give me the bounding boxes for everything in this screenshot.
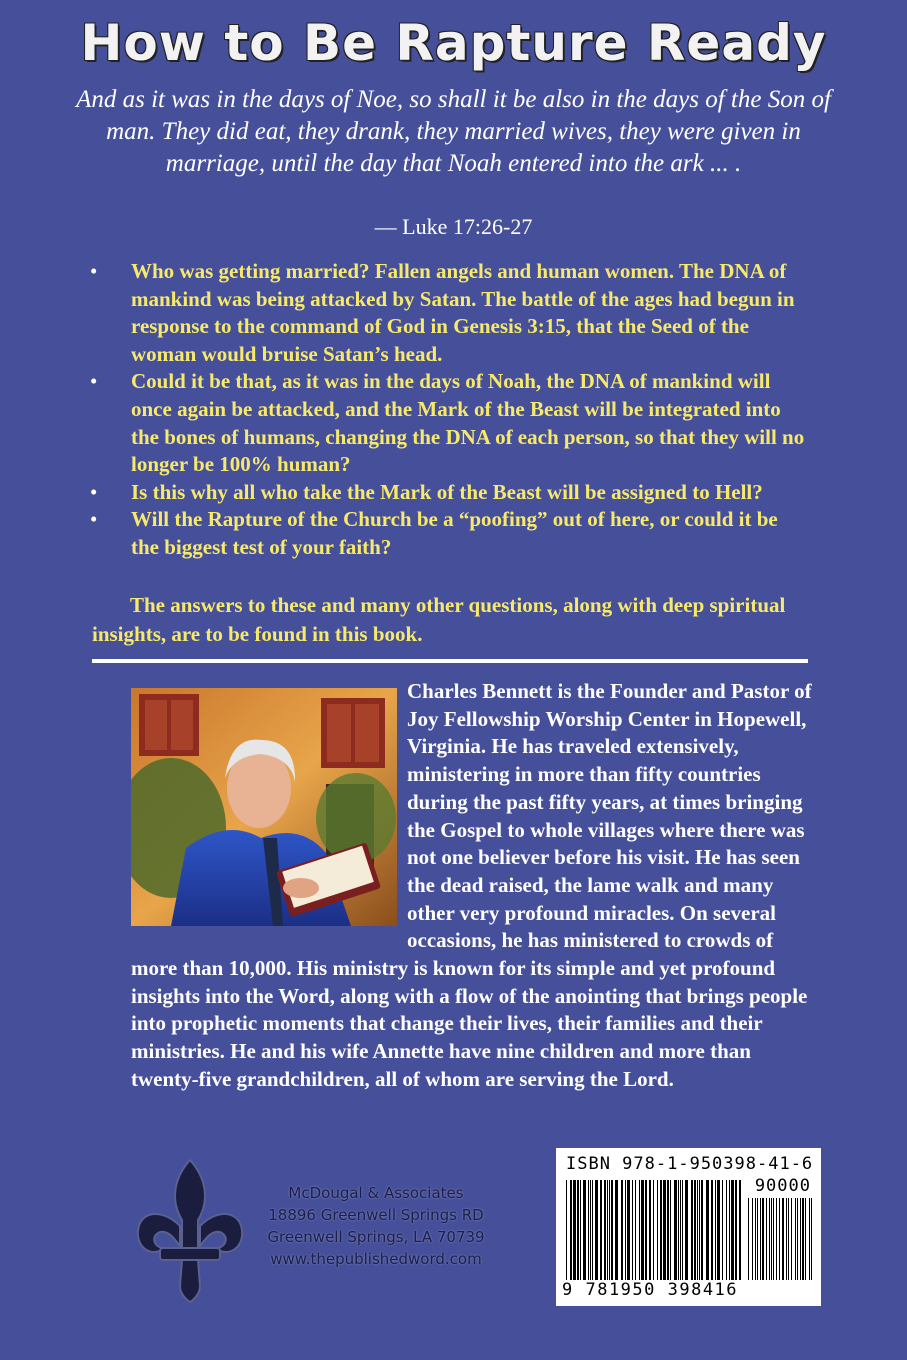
- barcode-bar: [595, 1180, 598, 1280]
- barcode-bar: [674, 1180, 677, 1280]
- bullet-icon: •: [90, 507, 98, 532]
- barcode-bar: [809, 1198, 810, 1280]
- publisher-city: Greenwell Springs, LA 70739: [267, 1228, 485, 1246]
- publisher-website[interactable]: www.thepublishedword.com: [270, 1250, 482, 1268]
- barcode-bar: [682, 1180, 683, 1280]
- barcode-bar: [635, 1180, 636, 1280]
- barcode-bar: [660, 1180, 662, 1280]
- barcode-bar: [766, 1198, 767, 1280]
- barcode-bar: [786, 1198, 787, 1280]
- barcode-bar: [773, 1198, 774, 1280]
- book-title: How to Be Rapture Ready: [80, 14, 827, 72]
- barcode-bar: [600, 1180, 602, 1280]
- barcode-bar: [639, 1180, 640, 1280]
- barcode-bar: [776, 1198, 777, 1280]
- barcode-bar: [797, 1198, 798, 1280]
- bullet-icon: •: [90, 479, 98, 504]
- barcode-bar: [788, 1198, 789, 1280]
- question-item: • Who was getting married? Fallen angels and human women. The DNA of mankind was being attacked by Satan. The battle of the ages had begun in response to the command of God in Genesis 3:15, that the Seed of the woman would bruise Satan’s head.: [90, 259, 795, 366]
- barcode-bar: [627, 1180, 630, 1280]
- barcode-bar: [735, 1180, 737, 1280]
- barcode-bar: [580, 1180, 581, 1280]
- barcode-bar: [680, 1180, 681, 1280]
- divider: [92, 659, 808, 663]
- barcode-bar: [694, 1180, 696, 1280]
- barcode-bar: [757, 1198, 758, 1280]
- bullet-icon: •: [90, 259, 98, 283]
- barcode-bar: [711, 1180, 713, 1280]
- barcode-bar: [779, 1198, 780, 1280]
- barcode-bar: [577, 1180, 579, 1280]
- barcode-bar: [649, 1180, 651, 1280]
- isbn-barcode: [556, 1148, 821, 1306]
- barcode-bar: [670, 1180, 671, 1280]
- scripture-quote: And as it was in the days of Noe, so shall it be also in the days of the Son of man. They did eat, they drank, they married wives, they were given in marriage, until the day that Noah entered into the ark ... .: [76, 86, 831, 177]
- barcode-bar: [795, 1198, 796, 1280]
- publisher-name: McDougal & Associates: [288, 1184, 464, 1202]
- barcode-bar: [739, 1180, 741, 1280]
- barcode-bar: [755, 1198, 756, 1280]
- barcode-bar: [699, 1180, 700, 1280]
- barcode-bar: [685, 1180, 688, 1280]
- bullet-icon: •: [90, 369, 98, 394]
- barcode-bar: [653, 1180, 654, 1280]
- barcode-bar: [607, 1180, 608, 1280]
- barcode-bar: [706, 1180, 709, 1280]
- barcode-bar: [731, 1180, 734, 1280]
- barcode-bar: [791, 1198, 792, 1280]
- barcode-bar: [621, 1180, 623, 1280]
- barcode-bar: [729, 1180, 730, 1280]
- barcode-bar: [641, 1180, 644, 1280]
- barcode-bar: [592, 1180, 593, 1280]
- barcode-bar: [715, 1180, 716, 1280]
- question-item: • Could it be that, as it was in the days of Noah, the DNA of mankind will once again be attacked, and the Mark of the Beast will be integrated into the bones of humans, changing the DNA of each person, so that they will no longer be 100% human?: [90, 369, 805, 477]
- question-item: • Is this why all who take the Mark of the Beast will be assigned to Hell?: [90, 479, 810, 507]
- barcode-bar: [802, 1198, 804, 1280]
- barcode-bar: [722, 1180, 723, 1280]
- barcode-bar: [805, 1198, 806, 1280]
- barcode-bar: [782, 1198, 784, 1280]
- barcode-bar: [604, 1180, 606, 1280]
- barcode-bar: [645, 1180, 647, 1280]
- barcode-bar: [752, 1198, 753, 1280]
- barcode-bar: [769, 1198, 770, 1280]
- barcode-bar: [625, 1180, 626, 1280]
- barcode-bar: [663, 1180, 666, 1280]
- publisher-info: [246, 1182, 506, 1270]
- barcode-bars: [566, 1180, 742, 1280]
- author-bio: Charles Bennett is the Founder and Pastor of Joy Fellowship Worship Center in Hopewell, Virginia. He has traveled extensively, ministering in more than fifty countries during the past fifty years, at times bringing the Gospel to whole villages where there was not one believer before his visit. He has seen the dead raised, the lame walk and many other very profound miracles. On several occasions, he has ministered to crowds of more than 10,000. His ministry is known for its simple and yet profound insights into the Word, along with a flow of the anointing that brings people into prophetic moments that change their lives, their families and their ministries. He and his wife Annette have nine children and more than twenty-five grandchildren, all of whom are serving the Lord.: [131, 679, 812, 1091]
- question-item: • Will the Rapture of the Church be a “poofing” out of here, or could it be the biggest test of your faith?: [90, 507, 778, 559]
- barcode-bar: [590, 1180, 591, 1280]
- barcode-bar: [800, 1198, 801, 1280]
- barcode-bar: [570, 1180, 572, 1280]
- scripture-citation: — Luke 17:26-27: [374, 214, 533, 239]
- publisher-address: 18896 Greenwell Springs RD: [268, 1206, 484, 1224]
- isbn-text: ISBN 978-1-950398-41-6: [566, 1154, 814, 1174]
- fleur-de-lis-icon: [130, 1156, 250, 1304]
- barcode-bar: [588, 1180, 589, 1280]
- barcode-bar: [748, 1198, 749, 1280]
- barcode-bar: [701, 1180, 703, 1280]
- addon-barcode-bars: [748, 1198, 812, 1280]
- barcode-digits: 9 781950 398416: [562, 1280, 739, 1300]
- answers-paragraph: The answers to these and many other questions, along with deep spiritual insights, are to be found in this book.: [92, 593, 786, 646]
- barcode-bar: [573, 1180, 576, 1280]
- barcode-bar: [760, 1198, 761, 1280]
- question-list: [90, 258, 810, 562]
- price-code: 90000: [754, 1176, 811, 1196]
- barcode-bar: [717, 1180, 720, 1280]
- barcode-bar: [657, 1180, 658, 1280]
- barcode-bar: [691, 1180, 693, 1280]
- barcode-bar: [771, 1198, 772, 1280]
- barcode-bar: [566, 1180, 567, 1280]
- barcode-bar: [678, 1180, 679, 1280]
- barcode-bar: [811, 1198, 812, 1280]
- barcode-bar: [667, 1180, 669, 1280]
- publisher-block: [130, 1156, 510, 1306]
- barcode-bar: [632, 1180, 633, 1280]
- barcode-bar: [762, 1198, 764, 1280]
- barcode-bar: [697, 1180, 698, 1280]
- barcode-bar: [583, 1180, 586, 1280]
- barcode-bar: [609, 1180, 610, 1280]
- barcode-bar: [726, 1180, 727, 1280]
- barcode-bar: [611, 1180, 613, 1280]
- barcode-bar: [615, 1180, 618, 1280]
